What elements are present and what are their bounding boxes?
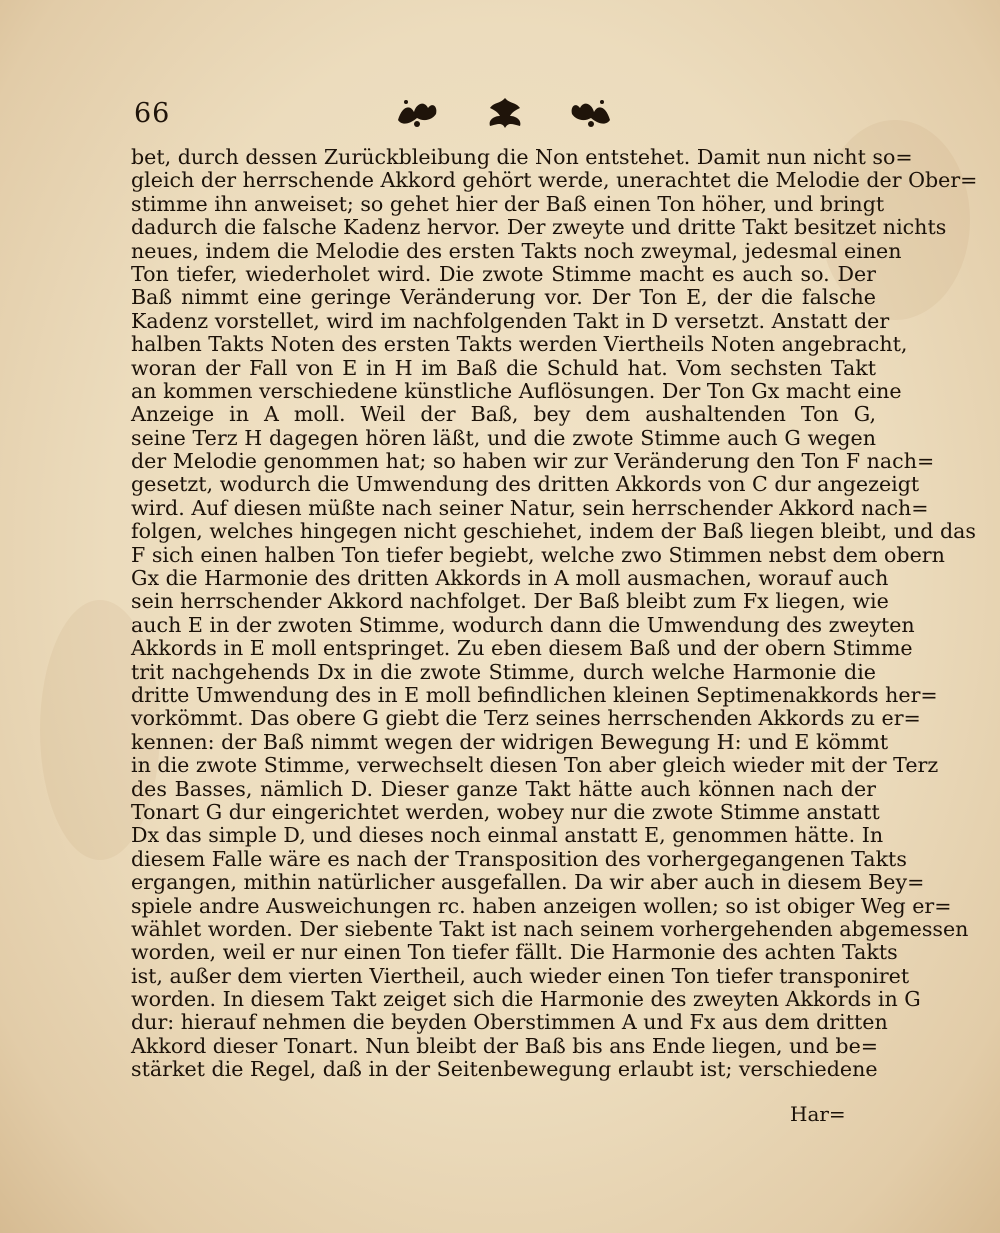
text-line: Kadenz vorstellet, wird im nachfolgenden Takt in D versetzt. Anstatt der (131, 308, 890, 333)
text-line: dritte Umwendung des in E moll befindlichen kleinen Septimenakkords her= (131, 682, 938, 707)
text-line: der Melodie genommen hat; so haben wir zur Veränderung den Ton F nach= (131, 449, 935, 474)
text-line: Gx die Harmonie des dritten Akkords in A moll ausmachen, worauf auch (131, 566, 889, 591)
text-line: Akkords in E moll entspringet. Zu eben diesem Baß und der obern Stimme (131, 636, 913, 661)
text-line: kennen: der Baß nimmt wegen der widrigen Bewegung H: und E kömmt (131, 729, 889, 754)
text-line: Anzeige in A moll. Weil der Baß, bey dem aushaltenden Ton G, (131, 402, 876, 427)
text-line: dadurch die falsche Kadenz hervor. Der zweyte und dritte Takt besitzet nichts (131, 215, 947, 240)
text-line: folgen, welches hingegen nicht geschiehet, indem der Baß liegen bleibt, und das (131, 519, 976, 544)
page-number: 66 (134, 98, 171, 129)
fleuron-icon (568, 96, 614, 130)
text-line: F sich einen halben Ton tiefer begiebt, welche zwo Stimmen nebst dem obern (131, 542, 945, 567)
text-line: halben Takts Noten des ersten Takts werden Viertheils Noten angebracht, (131, 332, 908, 357)
text-line: diesem Falle wäre es nach der Transposition des vorhergegangenen Takts (131, 846, 907, 871)
text-line: trit nachgehends Dx in die zwote Stimme, durch welche Harmonie die (131, 659, 876, 684)
text-line: gleich der herrschende Akkord gehört werde, unerachtet die Melodie der Ober= (131, 168, 978, 193)
fleuron-icon (482, 96, 528, 130)
text-line: wird. Auf diesen müßte nach seiner Natur, sein herrschender Akkord nach= (131, 495, 929, 520)
text-line: worden, weil er nur einen Ton tiefer fällt. Die Harmonie des achten Takts (131, 940, 898, 965)
text-line: ergangen, mithin natürlicher ausgefallen. Da wir aber auch in diesem Bey= (131, 870, 925, 895)
text-line: Akkord dieser Tonart. Nun bleibt der Baß bis ans Ende liegen, und be= (131, 1033, 879, 1058)
text-line: Tonart G dur eingerichtet werden, wobey nur die zwote Stimme anstatt (131, 799, 880, 824)
text-line: ist, außer dem vierten Viertheil, auch wieder einen Ton tiefer transponiret (131, 963, 910, 988)
text-line: in die zwote Stimme, verwechselt diesen Ton aber gleich wieder mit der Terz (131, 753, 939, 778)
page-header (128, 96, 888, 136)
text-line: spiele andre Ausweichungen rc. haben anzeigen wollen; so ist obiger Weg er= (131, 893, 952, 918)
text-line: gesetzt, wodurch die Umwendung des dritten Akkords von C dur angezeigt (131, 472, 920, 497)
body-text (131, 145, 978, 1082)
text-line: dur: hierauf nehmen die beyden Oberstimmen A und Fx aus dem dritten (131, 1010, 888, 1035)
fleuron-icon (394, 96, 440, 130)
catchword: Har= (790, 1102, 846, 1126)
text-line: an kommen verschiedene künstliche Auflösungen. Der Ton Gx macht eine (131, 378, 902, 403)
text-line: stärket die Regel, daß in der Seitenbewegung erlaubt ist; verschiedene (131, 1057, 878, 1082)
text-line: stimme ihn anweiset; so gehet hier der Baß einen Ton höher, und bringt (131, 191, 885, 216)
text-line: bet, durch dessen Zurückbleibung die Non entstehet. Damit nun nicht so= (131, 145, 913, 169)
text-line: des Basses, nämlich D. Dieser ganze Takt hätte auch können nach der (131, 776, 876, 801)
text-line: Dx das simple D, und dieses noch einmal anstatt E, genommen hätte. In (131, 823, 884, 848)
text-line: neues, indem die Melodie des ersten Takts noch zweymal, jedesmal einen (131, 238, 902, 263)
text-line: woran der Fall von E in H im Baß die Schuld hat. Vom sechsten Takt (131, 355, 876, 380)
text-line: Ton tiefer, wiederholet wird. Die zwote Stimme macht es auch so. Der (131, 261, 876, 286)
text-line: wählet worden. Der siebente Takt ist nach seinem vorhergehenden abgemessen (131, 916, 969, 941)
text-line: vorkömmt. Das obere G giebt die Terz seines herrschenden Akkords zu er= (131, 706, 921, 731)
text-line: auch E in der zwoten Stimme, wodurch dann die Umwendung des zweyten (131, 612, 915, 637)
text-line: seine Terz H dagegen hören läßt, und die zwote Stimme auch G wegen (131, 425, 876, 450)
text-line: Baß nimmt eine geringe Veränderung vor. Der Ton E, der die falsche (131, 285, 876, 310)
text-line: worden. In diesem Takt zeiget sich die Harmonie des zweyten Akkords in G (131, 987, 921, 1012)
text-line: sein herrschender Akkord nachfolget. Der Baß bleibt zum Fx liegen, wie (131, 589, 889, 614)
